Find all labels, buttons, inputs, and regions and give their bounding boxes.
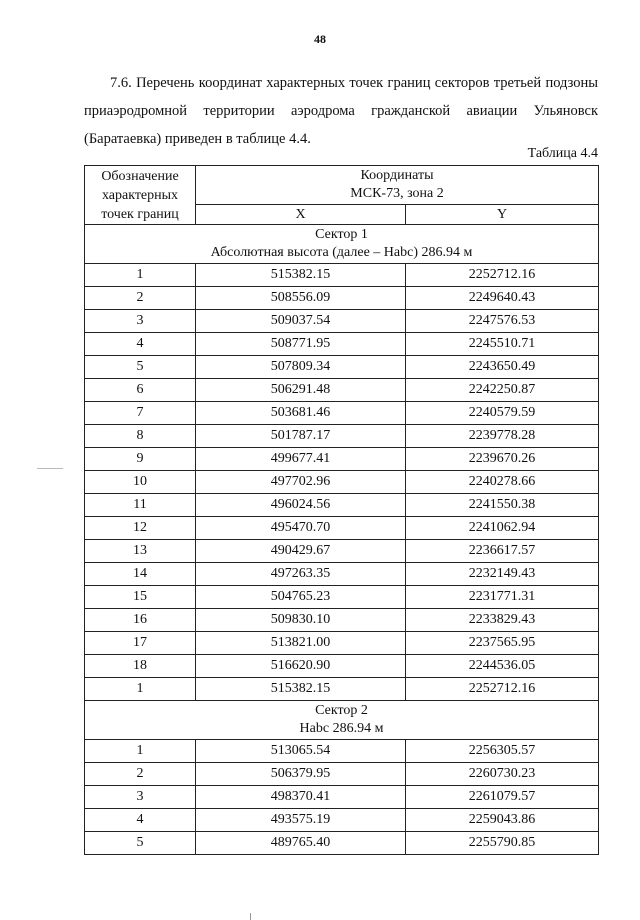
x-coordinate-cell: 493575.19 xyxy=(196,809,406,832)
y-coordinate-cell: 2239778.28 xyxy=(406,425,599,448)
paragraph-line-2: приаэродромной территории аэродрома гражданской авиации Ульяновск xyxy=(84,103,598,119)
y-coordinate-cell: 2243650.49 xyxy=(406,356,599,379)
table-row xyxy=(85,379,599,402)
table-row xyxy=(85,310,599,333)
y-coordinate-cell: 2231771.31 xyxy=(406,586,599,609)
header-coordinates-line-1: Координаты xyxy=(360,168,434,183)
header-point-line-3: точек границ xyxy=(101,206,179,222)
table-row xyxy=(85,832,599,855)
x-coordinate-cell: 515382.15 xyxy=(196,678,406,701)
y-coordinate-cell: 2240579.59 xyxy=(406,402,599,425)
y-coordinate-cell: 2245510.71 xyxy=(406,333,599,356)
y-coordinate-cell: 2256305.57 xyxy=(406,740,599,763)
x-coordinate-cell: 508556.09 xyxy=(196,287,406,310)
x-coordinate-cell: 503681.46 xyxy=(196,402,406,425)
y-coordinate-cell: 2255790.85 xyxy=(406,832,599,855)
x-coordinate-cell: 497702.96 xyxy=(196,471,406,494)
point-number-cell: 5 xyxy=(85,832,196,855)
table-row xyxy=(85,402,599,425)
table-row xyxy=(85,517,599,540)
table-caption: Таблица 4.4 xyxy=(527,146,598,161)
table-row xyxy=(85,494,599,517)
table-row xyxy=(85,763,599,786)
table-row xyxy=(85,471,599,494)
table-row xyxy=(85,632,599,655)
sector-height: Абсолютная высота (далее – Нabc) 286.94 м xyxy=(210,245,473,260)
point-number-cell: 6 xyxy=(85,379,196,402)
y-coordinate-cell: 2239670.26 xyxy=(406,448,599,471)
header-point-line-1: Обозначение xyxy=(101,168,179,184)
y-coordinate-cell: 2259043.86 xyxy=(406,809,599,832)
table-row xyxy=(85,563,599,586)
coordinates-table-wrapper xyxy=(84,165,598,855)
y-coordinate-cell: 2240278.66 xyxy=(406,471,599,494)
header-x: X xyxy=(196,205,406,225)
table-header-row xyxy=(85,166,599,205)
y-coordinate-cell: 2237565.95 xyxy=(406,632,599,655)
point-number-cell: 5 xyxy=(85,356,196,379)
paragraph-line-1: 7.6. Перечень координат характерных точек границ секторов третьей подзоны xyxy=(110,75,598,91)
x-coordinate-cell: 513065.54 xyxy=(196,740,406,763)
scan-artifact-mark xyxy=(37,468,63,469)
sector-header-row xyxy=(85,225,599,264)
x-coordinate-cell: 506291.48 xyxy=(196,379,406,402)
point-number-cell: 7 xyxy=(85,402,196,425)
table-row xyxy=(85,586,599,609)
point-number-cell: 13 xyxy=(85,540,196,563)
x-coordinate-cell: 504765.23 xyxy=(196,586,406,609)
table-row xyxy=(85,809,599,832)
point-number-cell: 18 xyxy=(85,655,196,678)
point-number-cell: 8 xyxy=(85,425,196,448)
sector-title: Сектор 2 xyxy=(315,703,368,718)
header-y: Y xyxy=(406,205,599,225)
table-row xyxy=(85,678,599,701)
x-coordinate-cell: 490429.67 xyxy=(196,540,406,563)
table-row xyxy=(85,540,599,563)
y-coordinate-cell: 2252712.16 xyxy=(406,678,599,701)
y-coordinate-cell: 2242250.87 xyxy=(406,379,599,402)
table-row xyxy=(85,448,599,471)
point-number-cell: 2 xyxy=(85,287,196,310)
point-number-cell: 1 xyxy=(85,740,196,763)
x-coordinate-cell: 509830.10 xyxy=(196,609,406,632)
header-coordinates xyxy=(196,166,599,205)
intro-paragraph xyxy=(84,69,598,153)
header-coordinates-line-2: МСК-73, зона 2 xyxy=(350,186,444,201)
point-number-cell: 16 xyxy=(85,609,196,632)
point-number-cell: 15 xyxy=(85,586,196,609)
y-coordinate-cell: 2236617.57 xyxy=(406,540,599,563)
point-number-cell: 9 xyxy=(85,448,196,471)
y-coordinate-cell: 2233829.43 xyxy=(406,609,599,632)
coordinates-table xyxy=(84,165,599,855)
y-coordinate-cell: 2252712.16 xyxy=(406,264,599,287)
point-number-cell: 17 xyxy=(85,632,196,655)
x-coordinate-cell: 499677.41 xyxy=(196,448,406,471)
y-coordinate-cell: 2241062.94 xyxy=(406,517,599,540)
sector-header-cell xyxy=(85,225,599,264)
point-number-cell: 10 xyxy=(85,471,196,494)
table-row xyxy=(85,609,599,632)
table-row xyxy=(85,786,599,809)
table-row xyxy=(85,740,599,763)
x-coordinate-cell: 508771.95 xyxy=(196,333,406,356)
point-number-cell: 3 xyxy=(85,786,196,809)
table-row xyxy=(85,425,599,448)
point-number-cell: 4 xyxy=(85,809,196,832)
x-coordinate-cell: 509037.54 xyxy=(196,310,406,333)
y-coordinate-cell: 2261079.57 xyxy=(406,786,599,809)
header-point-line-2: характерных xyxy=(101,187,179,203)
sector-header-cell xyxy=(85,701,599,740)
x-coordinate-cell: 515382.15 xyxy=(196,264,406,287)
y-coordinate-cell: 2244536.05 xyxy=(406,655,599,678)
y-coordinate-cell: 2241550.38 xyxy=(406,494,599,517)
page-number: 48 xyxy=(314,32,326,46)
y-coordinate-cell: 2260730.23 xyxy=(406,763,599,786)
table-row xyxy=(85,333,599,356)
point-number-cell: 1 xyxy=(85,264,196,287)
x-coordinate-cell: 496024.56 xyxy=(196,494,406,517)
point-number-cell: 2 xyxy=(85,763,196,786)
x-coordinate-cell: 497263.35 xyxy=(196,563,406,586)
point-number-cell: 1 xyxy=(85,678,196,701)
table-row xyxy=(85,655,599,678)
table-row xyxy=(85,287,599,310)
sector-height: Нabc 286.94 м xyxy=(299,721,384,736)
paragraph-line-3: (Баратаевка) приведен в таблице 4.4. xyxy=(84,131,311,147)
x-coordinate-cell: 489765.40 xyxy=(196,832,406,855)
point-number-cell: 3 xyxy=(85,310,196,333)
x-coordinate-cell: 507809.34 xyxy=(196,356,406,379)
sector-header-row xyxy=(85,701,599,740)
y-coordinate-cell: 2249640.43 xyxy=(406,287,599,310)
x-coordinate-cell: 506379.95 xyxy=(196,763,406,786)
point-number-cell: 14 xyxy=(85,563,196,586)
point-number-cell: 11 xyxy=(85,494,196,517)
y-coordinate-cell: 2232149.43 xyxy=(406,563,599,586)
point-number-cell: 4 xyxy=(85,333,196,356)
point-number-cell: 12 xyxy=(85,517,196,540)
x-coordinate-cell: 516620.90 xyxy=(196,655,406,678)
x-coordinate-cell: 495470.70 xyxy=(196,517,406,540)
header-point-designation xyxy=(85,166,196,225)
y-coordinate-cell: 2247576.53 xyxy=(406,310,599,333)
x-coordinate-cell: 513821.00 xyxy=(196,632,406,655)
scan-artifact-line xyxy=(250,913,251,920)
x-coordinate-cell: 501787.17 xyxy=(196,425,406,448)
x-coordinate-cell: 498370.41 xyxy=(196,786,406,809)
table-row xyxy=(85,356,599,379)
sector-title: Сектор 1 xyxy=(315,227,368,242)
table-row xyxy=(85,264,599,287)
